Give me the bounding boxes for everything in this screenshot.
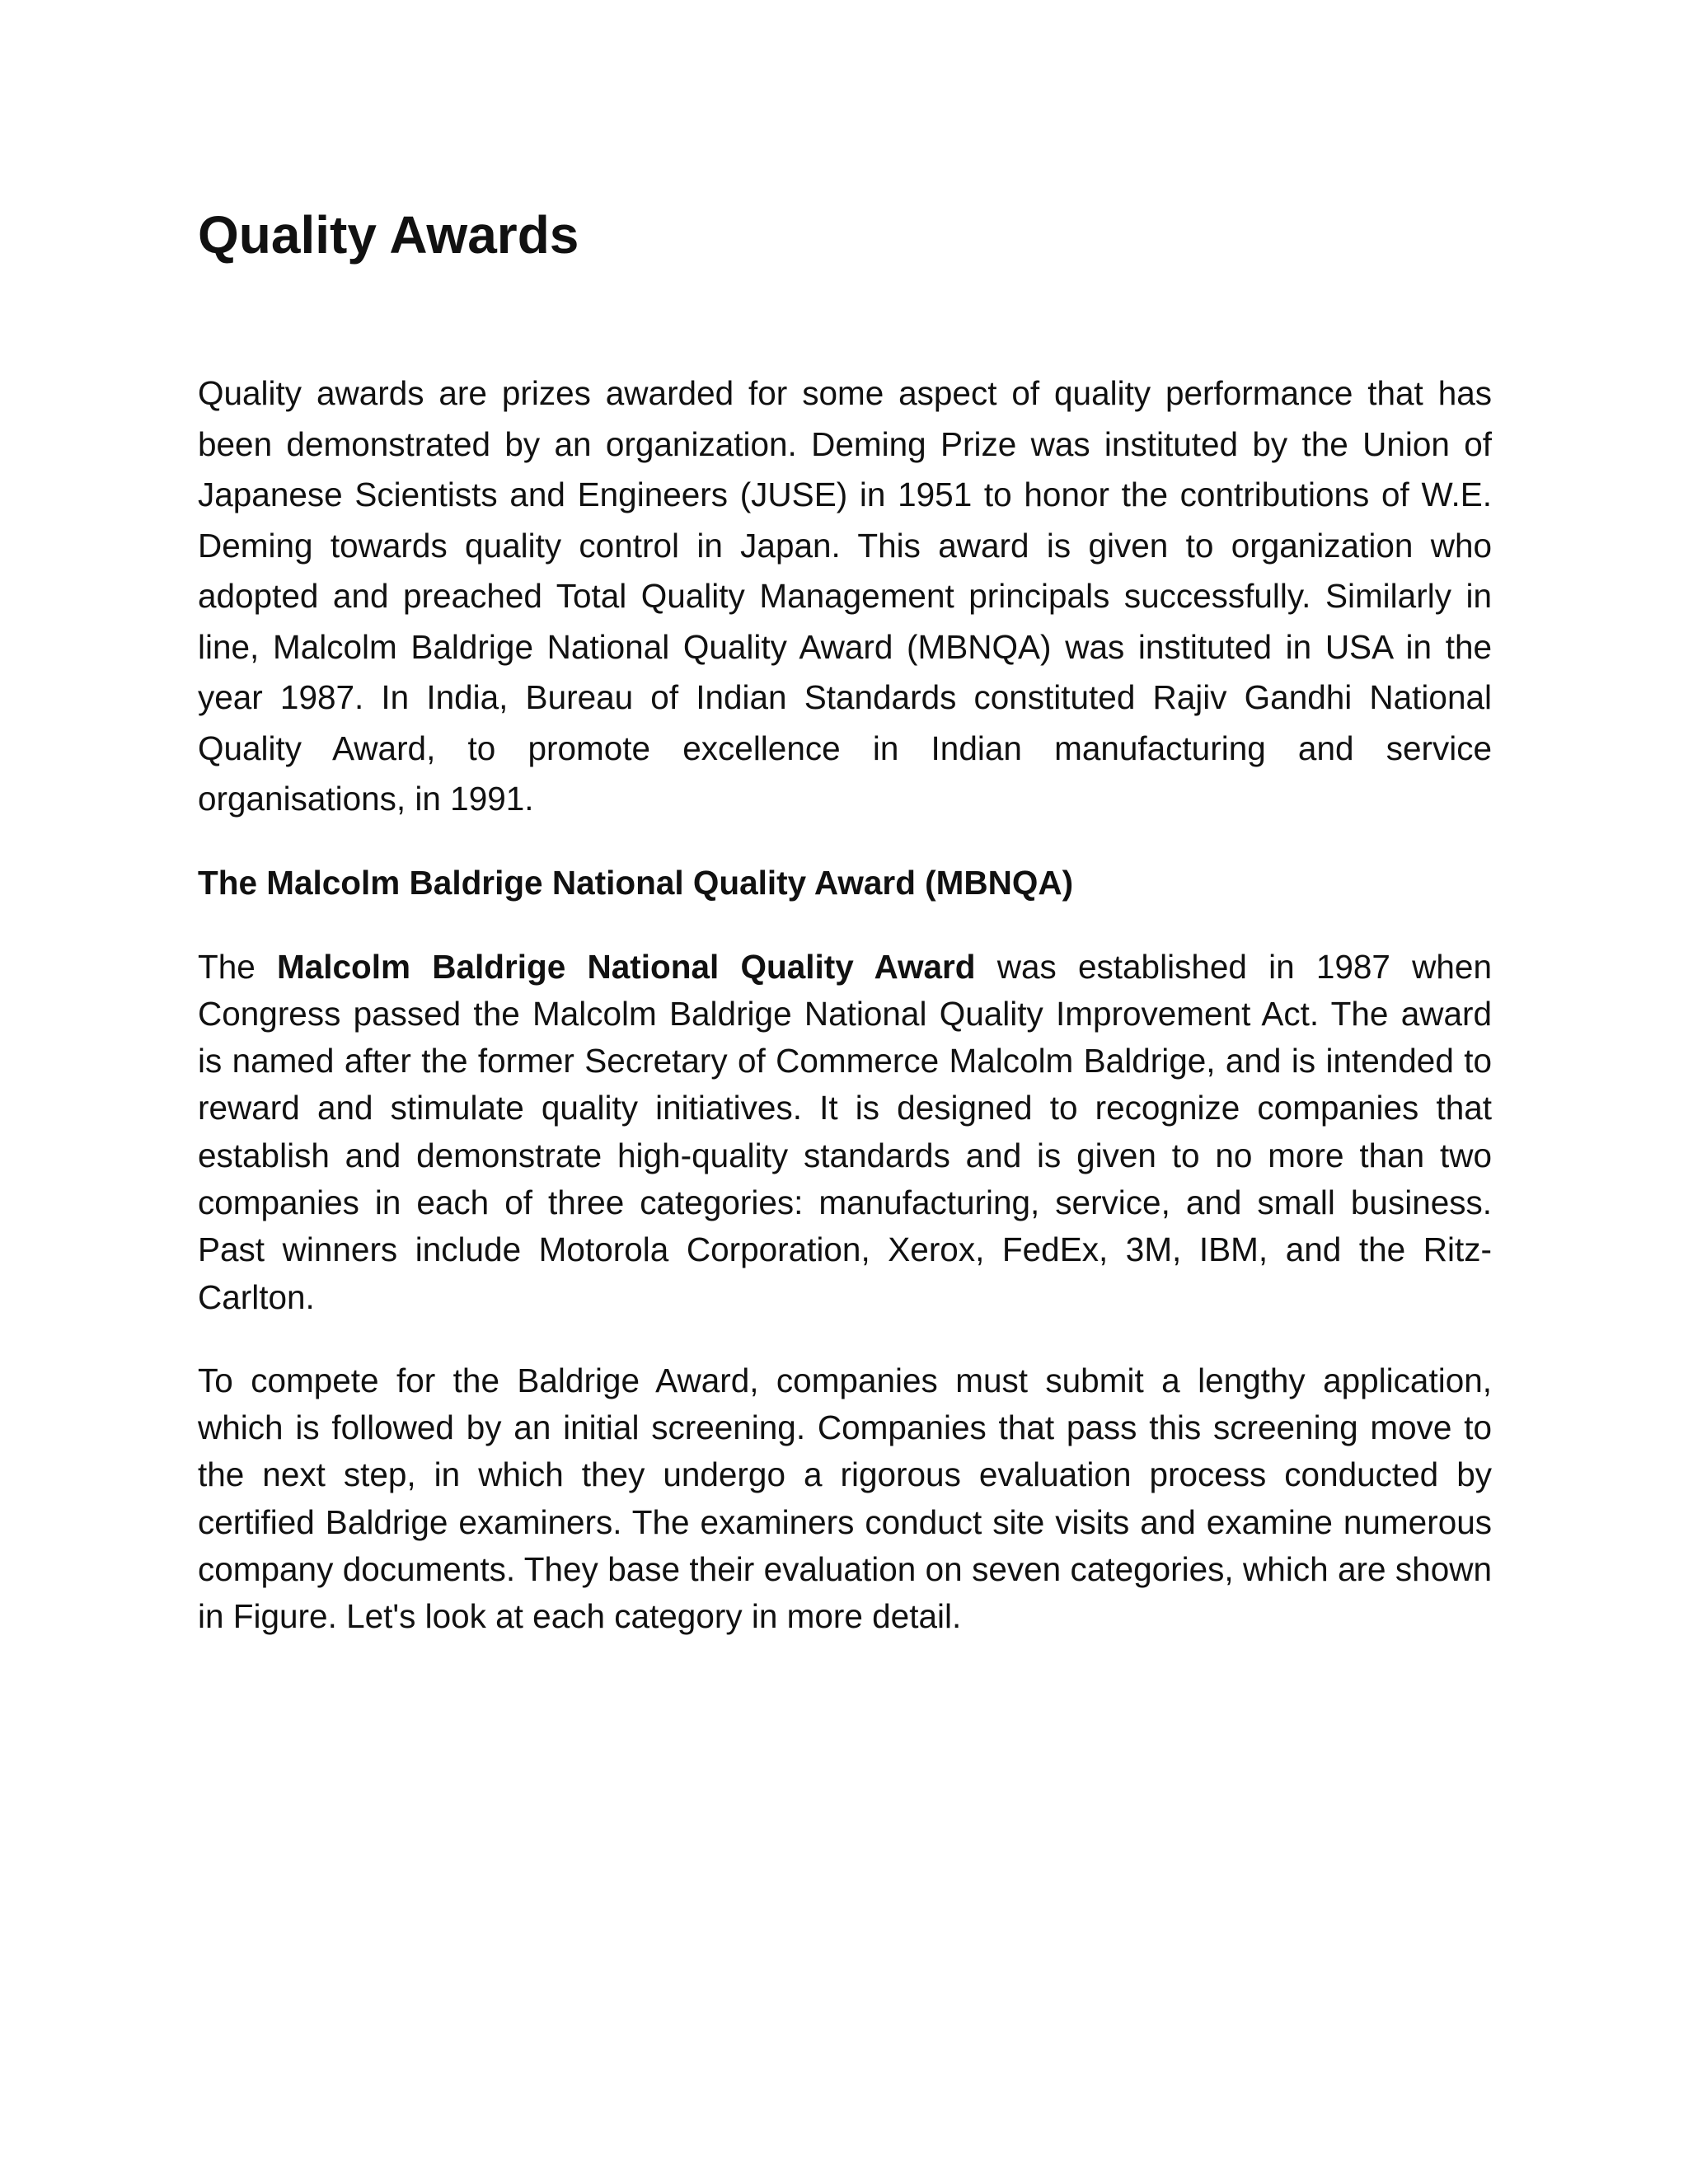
mbnqa-paragraph bbox=[198, 944, 1492, 1321]
mbnqa-paragraph-rest: was established in 1987 when Congress passed the Malcolm Baldrige National Quality Improvement Act. The award is named after the former Secretary of Commerce Malcolm Baldrige, and is intended to reward and stimulate quality initiatives. It is designed to recognize companies that establish and demonstrate high-quality standards and is given to no more than two companies in each of three categories: manufacturing, service, and small business. Past winners include Motorola Corporation, Xerox, FedEx, 3M, IBM, and the Ritz-Carlton. bbox=[198, 947, 1492, 1316]
page-title: Quality Awards bbox=[198, 205, 579, 265]
intro-paragraph: Quality awards are prizes awarded for some aspect of quality performance that has been demonstrated by an organization. Deming Prize was instituted by the Union of Japanese Scientists and Engineers (JUSE) in 1951 to honor the contributions of W.E. Deming towards quality control in Japan. This award is given to organization who adopted and preached Total Quality Management principals successfully. Similarly in line, Malcolm Baldrige National Quality Award (MBNQA) was instituted in USA in the year 1987. In India, Bureau of Indian Standards constituted Rajiv Gandhi National Quality Award, to promote excellence in Indian manufacturing and service organisations, in 1991. bbox=[198, 374, 1492, 818]
compete-paragraph: To compete for the Baldrige Award, companies must submit a lengthy application, which is followed by an initial screening. Companies that pass this screening move to the next step, in which they undergo a rigorous evaluation process conducted by certified Baldrige examiners. The examiners conduct site visits and examine numerous company documents. They base their evaluation on seven categories, which are shown in Figure. Let's look at each category in more detail. bbox=[198, 1361, 1492, 1636]
mbnqa-award-name: Malcolm Baldrige National Quality Award bbox=[277, 947, 976, 986]
section-heading-mbnqa: The Malcolm Baldrige National Quality Award (MBNQA) bbox=[198, 863, 1074, 902]
document-body bbox=[198, 202, 1492, 1641]
mbnqa-paragraph-lead: The bbox=[198, 947, 278, 986]
